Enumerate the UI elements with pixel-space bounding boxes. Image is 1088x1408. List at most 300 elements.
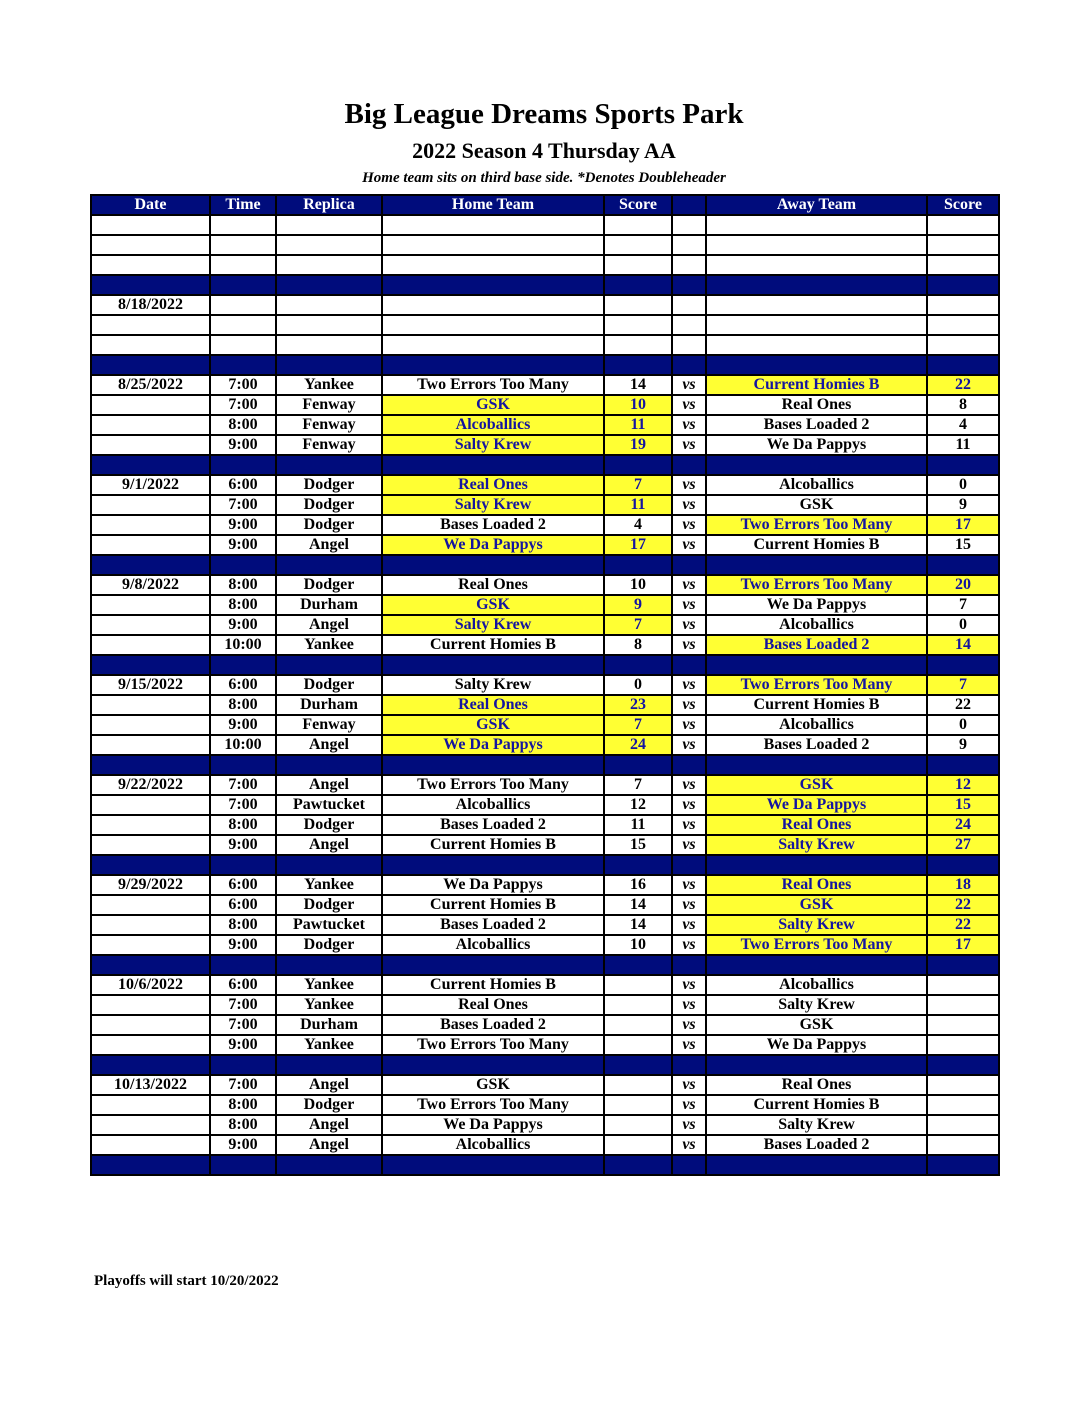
away-score-cell: 20 [927,575,999,595]
separator-cell [706,1155,927,1175]
home-team-cell [382,295,604,315]
replica-cell: Fenway [276,415,382,435]
separator-cell [276,275,382,295]
home-score-cell [604,995,672,1015]
game-row [91,535,999,555]
date-cell: 9/1/2022 [91,475,210,495]
empty-cell [927,315,999,335]
vs-cell: vs [672,475,706,495]
home-score-cell: 14 [604,375,672,395]
away-score-cell: 4 [927,415,999,435]
away-score-cell: 0 [927,615,999,635]
away-score-cell: 0 [927,715,999,735]
empty-cell [382,315,604,335]
time-cell: 6:00 [210,475,276,495]
away-team-cell: Bases Loaded 2 [706,415,927,435]
replica-cell: Angel [276,1075,382,1095]
game-row [91,675,999,695]
separator-cell [672,355,706,375]
replica-cell: Yankee [276,975,382,995]
home-score-cell: 9 [604,595,672,615]
date-cell [91,1115,210,1135]
date-cell [91,995,210,1015]
separator-cell [382,555,604,575]
home-score-cell: 7 [604,615,672,635]
game-row [91,475,999,495]
away-score-cell: 17 [927,515,999,535]
away-score-cell: 24 [927,815,999,835]
empty-cell [210,315,276,335]
home-score-cell: 11 [604,495,672,515]
separator-cell [91,1055,210,1075]
game-row [91,935,999,955]
separator-cell [604,955,672,975]
separator-cell [276,755,382,775]
separator-cell [276,955,382,975]
date-cell [91,715,210,735]
vs-cell: vs [672,835,706,855]
col-away-team: Away Team [706,195,927,215]
date-cell [91,815,210,835]
home-team-cell: GSK [382,1075,604,1095]
away-team-cell: Two Errors Too Many [706,575,927,595]
home-team-cell: Alcoballics [382,415,604,435]
empty-cell [604,255,672,275]
separator-cell [706,655,927,675]
away-score-cell: 17 [927,935,999,955]
away-team-cell: Alcoballics [706,715,927,735]
away-team-cell: Current Homies B [706,535,927,555]
home-team-cell: Current Homies B [382,835,604,855]
away-score-cell: 9 [927,735,999,755]
home-score-cell: 11 [604,415,672,435]
empty-cell [604,215,672,235]
game-row [91,835,999,855]
separator-cell [604,855,672,875]
away-team-cell: We Da Pappys [706,1035,927,1055]
date-cell [91,595,210,615]
empty-cell [210,215,276,235]
home-team-cell: Bases Loaded 2 [382,515,604,535]
date-cell [91,535,210,555]
separator-cell [382,655,604,675]
home-score-cell: 0 [604,675,672,695]
separator-cell [672,1155,706,1175]
empty-cell [672,255,706,275]
empty-cell [672,215,706,235]
home-score-cell: 10 [604,395,672,415]
separator-cell [927,1155,999,1175]
replica-cell: Angel [276,735,382,755]
separator-cell [604,1155,672,1175]
away-score-cell: 8 [927,395,999,415]
time-cell: 6:00 [210,895,276,915]
date-cell [91,395,210,415]
col-away-score: Score [927,195,999,215]
game-row [91,615,999,635]
separator-cell [672,855,706,875]
away-score-cell: 15 [927,795,999,815]
schedule-body [91,215,999,1175]
game-row [91,995,999,1015]
separator-cell [382,455,604,475]
time-cell: 9:00 [210,615,276,635]
time-cell: 10:00 [210,735,276,755]
home-team-cell: Real Ones [382,995,604,1015]
game-row [91,715,999,735]
separator-cell [672,555,706,575]
vs-cell [672,295,706,315]
empty-cell [276,235,382,255]
empty-cell [604,335,672,355]
vs-cell: vs [672,1095,706,1115]
away-score-cell: 15 [927,535,999,555]
replica-cell: Pawtucket [276,915,382,935]
replica-cell: Fenway [276,715,382,735]
date-cell [91,515,210,535]
date-cell [91,495,210,515]
week-separator [91,275,999,295]
time-cell: 9:00 [210,1035,276,1055]
separator-cell [210,355,276,375]
empty-cell [276,255,382,275]
home-score-cell: 7 [604,715,672,735]
away-team-cell: Two Errors Too Many [706,675,927,695]
home-team-cell: Two Errors Too Many [382,1035,604,1055]
home-score-cell [604,1135,672,1155]
week-separator [91,1155,999,1175]
empty-cell [706,335,927,355]
date-cell: 10/6/2022 [91,975,210,995]
home-team-cell: We Da Pappys [382,875,604,895]
separator-cell [382,755,604,775]
date-cell [91,1095,210,1115]
date-cell [91,935,210,955]
time-cell: 7:00 [210,495,276,515]
date-cell [91,635,210,655]
game-row [91,515,999,535]
separator-cell [276,1055,382,1075]
separator-cell [91,275,210,295]
game-row [91,395,999,415]
away-team-cell: Salty Krew [706,995,927,1015]
game-row [91,1095,999,1115]
time-cell: 9:00 [210,1135,276,1155]
game-row [91,1075,999,1095]
home-score-cell [604,1015,672,1035]
replica-cell: Dodger [276,575,382,595]
replica-cell: Yankee [276,875,382,895]
home-team-cell: Bases Loaded 2 [382,815,604,835]
away-team-cell [706,295,927,315]
time-cell: 9:00 [210,435,276,455]
home-team-cell: Current Homies B [382,895,604,915]
replica-cell: Dodger [276,515,382,535]
date-cell: 8/25/2022 [91,375,210,395]
date-cell [91,1035,210,1055]
separator-cell [210,955,276,975]
separator-cell [927,1055,999,1075]
away-score-cell [927,295,999,315]
time-cell: 9:00 [210,515,276,535]
vs-cell: vs [672,595,706,615]
separator-cell [927,555,999,575]
separator-cell [91,955,210,975]
time-cell: 8:00 [210,1095,276,1115]
replica-cell: Angel [276,1135,382,1155]
away-team-cell: Alcoballics [706,975,927,995]
home-score-cell: 11 [604,815,672,835]
away-team-cell: Bases Loaded 2 [706,1135,927,1155]
game-row [91,375,999,395]
separator-cell [210,455,276,475]
separator-cell [210,1155,276,1175]
schedule-table [90,194,1000,1176]
separator-cell [604,755,672,775]
empty-cell [927,215,999,235]
away-score-cell: 22 [927,915,999,935]
date-cell: 9/22/2022 [91,775,210,795]
separator-cell [706,855,927,875]
home-team-cell: Bases Loaded 2 [382,1015,604,1035]
separator-cell [604,355,672,375]
time-cell: 8:00 [210,915,276,935]
away-score-cell: 14 [927,635,999,655]
separator-cell [604,655,672,675]
home-score-cell: 14 [604,895,672,915]
vs-cell: vs [672,435,706,455]
away-score-cell: 9 [927,495,999,515]
blank-row [91,215,999,235]
time-cell: 8:00 [210,575,276,595]
vs-cell: vs [672,915,706,935]
vs-cell: vs [672,675,706,695]
away-team-cell: Real Ones [706,815,927,835]
away-score-cell [927,1075,999,1095]
replica-cell: Dodger [276,495,382,515]
replica-cell: Durham [276,1015,382,1035]
separator-cell [604,1055,672,1075]
page-subtitle: 2022 Season 4 Thursday AA [412,138,676,163]
week-separator [91,355,999,375]
away-team-cell: GSK [706,1015,927,1035]
separator-cell [276,555,382,575]
home-team-cell: Salty Krew [382,615,604,635]
away-team-cell: Real Ones [706,395,927,415]
away-team-cell: Salty Krew [706,1115,927,1135]
separator-cell [604,455,672,475]
away-score-cell [927,1035,999,1055]
away-score-cell [927,1095,999,1115]
home-score-cell: 10 [604,935,672,955]
away-team-cell: Real Ones [706,1075,927,1095]
time-cell [210,295,276,315]
away-score-cell: 11 [927,435,999,455]
separator-cell [210,555,276,575]
col-home-team: Home Team [382,195,604,215]
empty-cell [276,335,382,355]
home-team-cell: Two Errors Too Many [382,775,604,795]
home-score-cell [604,975,672,995]
home-score-cell: 10 [604,575,672,595]
home-score-cell [604,295,672,315]
time-cell: 8:00 [210,815,276,835]
replica-cell: Yankee [276,635,382,655]
vs-cell: vs [672,1015,706,1035]
separator-cell [210,855,276,875]
away-team-cell: We Da Pappys [706,595,927,615]
replica-cell: Pawtucket [276,795,382,815]
week-separator [91,455,999,475]
date-cell [91,795,210,815]
game-row [91,495,999,515]
date-cell: 9/8/2022 [91,575,210,595]
vs-cell: vs [672,935,706,955]
home-score-cell: 15 [604,835,672,855]
game-row [91,815,999,835]
separator-cell [927,355,999,375]
week-separator [91,1055,999,1075]
home-team-cell: GSK [382,715,604,735]
time-cell: 7:00 [210,775,276,795]
away-score-cell: 22 [927,695,999,715]
away-score-cell: 22 [927,375,999,395]
vs-cell: vs [672,995,706,1015]
game-row [91,295,999,315]
time-cell: 9:00 [210,935,276,955]
away-team-cell: We Da Pappys [706,795,927,815]
separator-cell [706,1055,927,1075]
blank-row [91,255,999,275]
vs-cell: vs [672,1135,706,1155]
away-score-cell: 22 [927,895,999,915]
empty-cell [91,335,210,355]
vs-cell: vs [672,1035,706,1055]
separator-cell [927,755,999,775]
separator-cell [672,1055,706,1075]
date-cell [91,695,210,715]
vs-cell: vs [672,875,706,895]
vs-cell: vs [672,975,706,995]
replica-cell: Yankee [276,1035,382,1055]
home-score-cell: 16 [604,875,672,895]
vs-cell: vs [672,615,706,635]
separator-cell [706,455,927,475]
separator-cell [672,955,706,975]
vs-cell: vs [672,575,706,595]
game-row [91,415,999,435]
empty-cell [706,215,927,235]
blank-row [91,315,999,335]
date-cell [91,835,210,855]
game-row [91,575,999,595]
separator-cell [91,655,210,675]
home-team-cell: GSK [382,595,604,615]
time-cell: 10:00 [210,635,276,655]
away-team-cell: Current Homies B [706,1095,927,1115]
away-team-cell: Bases Loaded 2 [706,735,927,755]
separator-cell [276,355,382,375]
home-team-cell: Real Ones [382,575,604,595]
empty-cell [604,315,672,335]
replica-cell: Angel [276,615,382,635]
home-team-cell: Salty Krew [382,435,604,455]
separator-cell [210,755,276,775]
separator-cell [706,275,927,295]
empty-cell [91,215,210,235]
home-score-cell [604,1115,672,1135]
separator-cell [91,455,210,475]
away-team-cell: GSK [706,775,927,795]
col-home-score: Score [604,195,672,215]
game-row [91,635,999,655]
date-cell [91,735,210,755]
col-time: Time [210,195,276,215]
away-score-cell [927,1015,999,1035]
vs-cell: vs [672,1115,706,1135]
separator-cell [276,855,382,875]
empty-cell [604,235,672,255]
away-score-cell [927,995,999,1015]
date-cell [91,615,210,635]
time-cell: 7:00 [210,375,276,395]
separator-cell [210,275,276,295]
replica-cell: Dodger [276,815,382,835]
away-team-cell: Bases Loaded 2 [706,635,927,655]
blank-row [91,335,999,355]
game-row [91,975,999,995]
home-score-cell: 17 [604,535,672,555]
week-separator [91,555,999,575]
empty-cell [927,235,999,255]
game-row [91,1115,999,1135]
vs-cell: vs [672,635,706,655]
replica-cell: Durham [276,695,382,715]
separator-cell [672,655,706,675]
vs-cell: vs [672,735,706,755]
empty-cell [927,335,999,355]
vs-cell: vs [672,775,706,795]
away-team-cell: Real Ones [706,875,927,895]
date-cell: 10/13/2022 [91,1075,210,1095]
empty-cell [706,235,927,255]
date-cell [91,915,210,935]
vs-cell: vs [672,715,706,735]
time-cell: 9:00 [210,535,276,555]
separator-cell [91,755,210,775]
week-separator [91,655,999,675]
empty-cell [276,215,382,235]
time-cell: 6:00 [210,675,276,695]
separator-cell [927,455,999,475]
separator-cell [210,1055,276,1075]
game-row [91,795,999,815]
home-team-cell: Salty Krew [382,495,604,515]
home-score-cell: 7 [604,775,672,795]
separator-cell [604,555,672,575]
home-score-cell: 8 [604,635,672,655]
date-cell [91,1135,210,1155]
home-team-cell: We Da Pappys [382,1115,604,1135]
game-row [91,1035,999,1055]
separator-cell [382,355,604,375]
home-team-cell: Current Homies B [382,975,604,995]
separator-cell [382,955,604,975]
replica-cell: Angel [276,1115,382,1135]
playoffs-note: Playoffs will start 10/20/2022 [94,1273,279,1289]
date-cell: 9/15/2022 [91,675,210,695]
home-team-cell: Alcoballics [382,935,604,955]
